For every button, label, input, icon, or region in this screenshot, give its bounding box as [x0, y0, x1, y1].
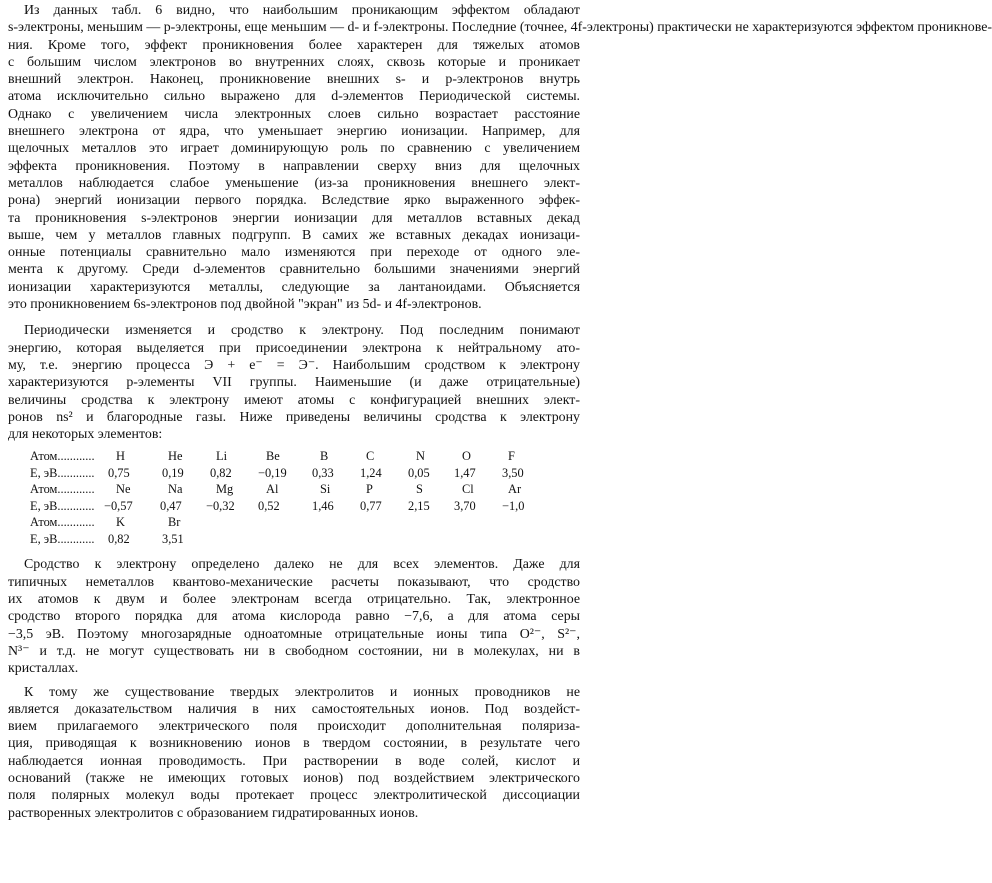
text-line: поля полярных молекул воды протекает процесс электролитической диссоциации [8, 788, 580, 804]
atom-label: Атом............ [30, 515, 95, 530]
table-cell-energy: 3,51 [162, 531, 184, 546]
table-cell-atom: Ar [508, 482, 522, 497]
text-line: щелочных металлов это играет доминирующую роль по сравнению с увеличением [8, 141, 580, 157]
text-line: величины сродства к электрону имеют атомы с конфигурацией внешних элект- [8, 392, 580, 408]
table-cell-atom: He [168, 449, 183, 464]
table-cell-energy: 0,77 [360, 498, 382, 513]
table-cell-energy: −0,19 [258, 465, 287, 480]
table-cell-atom: F [508, 449, 515, 464]
text-line: Периодически изменяется и сродство к электрону. Под последним понимают [24, 323, 580, 339]
table-cell-atom: H [116, 449, 125, 464]
text-line: К тому же существование твердых электролитов и ионных проводников не [24, 684, 580, 700]
table-cell-atom: Al [266, 482, 279, 497]
text-line: внешний электрон. Наконец, проникновение внешних s- и p-электронов внутрь [8, 72, 580, 88]
electron-affinity-table [30, 448, 580, 547]
text-line: энергию, которая выделяется при присоединении электрона к нейтральному ато- [8, 340, 580, 356]
table-cell-atom: O [462, 449, 471, 464]
text-line: является доказательством наличия в них самостоятельных ионов. Под воздейст- [8, 701, 580, 717]
text-line: мента к другому. Среди d-элементов сравнительно большими значениями энергий [8, 262, 580, 278]
text-line: для некоторых элементов: [8, 427, 163, 443]
table-cell-atom: Cl [462, 482, 474, 497]
table-cell-atom: Be [266, 449, 280, 464]
table-cell-atom: N [416, 449, 425, 464]
table-row-energy [30, 531, 580, 548]
energy-label: E, эВ............ [30, 498, 95, 513]
text-line: атома исключительно сильно выражено для d-элементов Периодической системы. [8, 89, 580, 105]
table-cell-atom: Si [320, 482, 331, 497]
table-row-atoms [30, 481, 580, 498]
text-line: сродство второго порядка для атома кислорода равно −7,6, а для атома серы [8, 609, 580, 625]
text-line: N³⁻ и т.д. не могут существовать ни в свободном состоянии, ни в молекулах, ни в [8, 643, 580, 659]
text-line: ронов ns² и благородные газы. Ниже приведены величины сродства к электрону [8, 409, 580, 425]
table-cell-energy: −0,32 [206, 498, 235, 513]
text-line: онные потенциалы сравнительно мало изменяются при переходе от одного эле- [8, 245, 580, 261]
paragraph-penetration-effect [8, 2, 992, 313]
table-cell-energy: −1,0 [502, 498, 525, 513]
table-cell-atom: Ne [116, 482, 131, 497]
text-line: ионизации характеризуются металлы, следующие за лантаноидами. Объясняется [8, 279, 580, 295]
table-cell-energy: 3,70 [454, 498, 476, 513]
table-row-energy [30, 498, 580, 515]
table-cell-energy: 0,82 [210, 465, 232, 480]
table-cell-atom: Br [168, 515, 181, 530]
paragraph-solid-electrolytes [8, 684, 580, 822]
table-cell-atom: Na [168, 482, 183, 497]
atom-label: Атом............ [30, 449, 95, 464]
table-cell-atom: Mg [216, 482, 234, 497]
text-line: −3,5 эВ. Поэтому многозарядные одноатомные отрицательные ионы типа O²⁻, S²⁻, [8, 626, 580, 642]
text-line: ния. Кроме того, эффект проникновения более характерен для тяжелых атомов [8, 37, 580, 53]
table-cell-energy: 0,33 [312, 465, 334, 480]
energy-label: E, эВ............ [30, 465, 95, 480]
table-cell-energy: −0,57 [104, 498, 133, 513]
table-cell-atom: K [116, 515, 125, 530]
text-line: та проникновения s-электронов энергии ионизации для металлов вставных декад [8, 210, 580, 226]
table-cell-energy: 1,47 [454, 465, 476, 480]
paragraph-affinity-notes [8, 556, 580, 677]
text-line: с большим числом электронов во внутренних слоях, сквозь которые и проникает [8, 54, 580, 70]
table-cell-energy: 0,47 [160, 498, 182, 513]
table-cell-atom: B [320, 449, 329, 464]
energy-label: E, эВ............ [30, 531, 95, 546]
text-line: Сродство к электрону определено далеко не для всех элементов. Даже для [24, 557, 580, 573]
text-line: оснований (также не имеющих готовых ионов) под воздействием электрического [8, 770, 580, 786]
text-line: наблюдается ионная проводимость. При растворении в воде солей, кислот и [8, 753, 580, 769]
text-line: их атомов к двум и более электронам всегда отрицательно. Так, электронное [8, 592, 580, 608]
table-cell-energy: 3,50 [502, 465, 524, 480]
text-line: металлов наблюдается слабое уменьшение (из-за проникновения внешнего элект- [8, 175, 580, 191]
table-cell-energy: 0,75 [108, 465, 130, 480]
table-cell-energy: 2,15 [408, 498, 430, 513]
table-cell-energy: 1,24 [360, 465, 382, 480]
text-line: му, т.е. энергию процесса Э + e⁻ = Э⁻. Наибольшим сродством к электрону [8, 357, 580, 373]
table-cell-energy: 0,82 [108, 531, 130, 546]
table-cell-energy: 0,52 [258, 498, 280, 513]
text-line: выше, чем у металлов главных подгрупп. В самих же вставных декадах ионизаци- [8, 227, 580, 243]
text-line: это проникновением 6s-электронов под двойной "экран" из 5d- и 4f-электронов. [8, 297, 482, 313]
table-cell-energy: 0,19 [162, 465, 184, 480]
table-cell-atom: P [366, 482, 373, 497]
table-cell-atom: C [366, 449, 375, 464]
text-line: эффекта проникновения. Поэтому в направлении сверху вниз для щелочных [8, 158, 580, 174]
table-row-atoms [30, 514, 580, 531]
text-line: кристаллах. [8, 661, 79, 677]
text-line: s-электроны, меньшим — p-электроны, еще меньшим — d- и f-электроны. Последние (точнее, 4f-электроны) практически не характеризуются эффектом проникнове- [8, 20, 992, 36]
text-line: характеризуются p-элементы VII группы. Наименьшие (и даже отрицательные) [8, 375, 580, 391]
text-line: вием прилагаемого электрического поля происходит дополнительная поляриза- [8, 719, 580, 735]
table-cell-energy: 1,46 [312, 498, 334, 513]
text-line: ция, приводящая к возникновению ионов в твердом состоянии, в результате чего [8, 736, 580, 752]
text-line: Однако с увеличением числа электронных слоев сильно возрастает расстояние [8, 106, 580, 122]
table-row-energy [30, 465, 580, 482]
atom-label: Атом............ [30, 482, 95, 497]
table-cell-energy: 0,05 [408, 465, 430, 480]
text-line: внешнего электрона от ядра, что уменьшает энергию ионизации. Например, для [8, 124, 580, 140]
text-line: типичных неметаллов квантово-механические расчеты показывают, что сродство [8, 574, 580, 590]
table-cell-atom: Li [216, 449, 228, 464]
table-row-atoms [30, 448, 580, 465]
paragraph-electron-affinity [8, 322, 580, 443]
table-cell-atom: S [416, 482, 423, 497]
text-line: Из данных табл. 6 видно, что наибольшим проникающим эффектом обладают [24, 3, 580, 18]
text-line: рона) энергий ионизации первого порядка. Вследствие ярко выраженного эффек- [8, 193, 580, 209]
text-line: растворенных электролитов с образованием гидратированных ионов. [8, 805, 419, 821]
